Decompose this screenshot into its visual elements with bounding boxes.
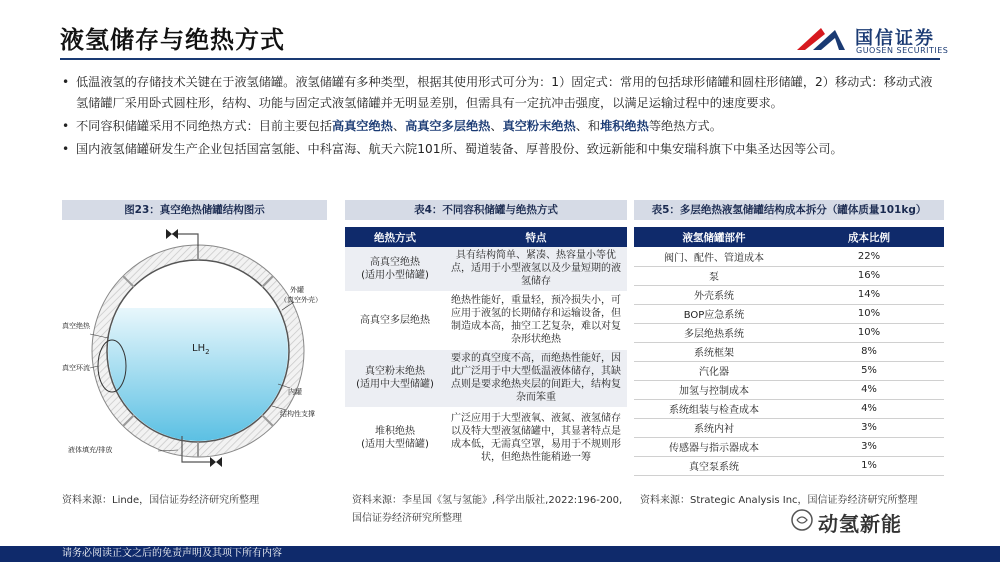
bullet-item (60, 116, 940, 137)
table-row (634, 361, 944, 380)
table5-source: 资料来源：Strategic Analysis Inc，国信证券经济研究所整理 (640, 495, 918, 506)
column-header: 液氢储罐部件 (634, 227, 794, 247)
part-cell: 加氢与控制成本 (634, 380, 794, 399)
method-cell: 高真空绝热 (适用小型储罐) (345, 247, 445, 291)
part-cell: 外壳系统 (634, 285, 794, 304)
highlight-term: 高真空绝热 (331, 119, 393, 133)
feature-cell: 广泛应用于大型液氧、液氮、液氢储存以及特大型液氢储罐中，其显著特点是成本低，无需真空罩，易用于不规则形状，但绝热性能稍逊一筹 (445, 407, 627, 469)
cost-breakdown-table (634, 227, 944, 476)
label-outer: 外罐 (290, 286, 304, 294)
label-inner: 内罐 (288, 388, 302, 396)
watermark-text: 动氢新能 (818, 512, 902, 536)
label-vacuum-insulation: 真空绝热 (62, 322, 90, 330)
part-cell: 系统内衬 (634, 418, 794, 437)
top-valve-icon (166, 229, 178, 239)
feature-cell: 要求的真空度不高，而绝热性能好，因此广泛用于中大型低温液体储存，其缺点则是要求绝热夹层的间距大，结构复杂而笨重 (445, 349, 627, 407)
percent-cell: 8% (794, 342, 944, 361)
table-row (345, 407, 627, 469)
bullet-text: 等绝热方式。 (648, 119, 722, 133)
percent-cell: 22% (794, 247, 944, 266)
figure23-source: 资料来源：Linde，国信证券经济研究所整理 (62, 495, 260, 506)
label-support: 结构性支撑 (280, 410, 315, 418)
table-row (634, 266, 944, 285)
bullet-text: 不同容积储罐采用不同绝热方式：目前主要包括 (76, 119, 332, 133)
percent-cell: 4% (794, 380, 944, 399)
logo-cn-text: 国信证券 (855, 28, 935, 49)
method-cell: 堆积绝热 (适用大型储罐) (345, 407, 445, 469)
percent-cell: 16% (794, 266, 944, 285)
part-cell: 汽化器 (634, 361, 794, 380)
bullet-item (60, 139, 940, 160)
vacuum-tank-diagram (62, 226, 327, 481)
part-cell: 系统组装与检查成本 (634, 399, 794, 418)
label-vacuum-annulus: 真空环流 (62, 364, 90, 372)
bottom-valve-icon (210, 457, 222, 467)
table-row (345, 291, 627, 349)
table-row (634, 380, 944, 399)
percent-cell: 3% (794, 437, 944, 456)
label-lh2: $LH_2$ (192, 343, 210, 356)
bullet-list (60, 72, 940, 162)
highlight-term: 堆积绝热 (600, 119, 649, 133)
part-cell: 多层绝热系统 (634, 323, 794, 342)
guosen-logo (795, 22, 965, 58)
page-title: 液氢储存与绝热方式 (60, 26, 285, 54)
guosen-logo-icon (795, 24, 847, 54)
part-cell: BOP应急系统 (634, 304, 794, 323)
liquid-hydrogen (102, 308, 302, 458)
table-header-row (634, 227, 944, 247)
percent-cell: 10% (794, 304, 944, 323)
table-row (634, 399, 944, 418)
table-row (634, 247, 944, 266)
bullet-text: 国内液氢储罐研发生产企业包括国富氢能、中科富海、航天六院101所、蜀道装备、厚普股份、致远新能和中集安瑞科旗下中集圣达因等公司。 (76, 142, 843, 156)
feature-cell: 具有结构简单、紧凑、热容量小等优点，适用于小型液氢以及少量短期的液氢储存 (445, 247, 627, 291)
feature-cell: 绝热性能好，重量轻，预冷损失小，可应用于液氢的长期储存和运输设备，但制造成本高，抽空工艺复杂，难以对复杂形状绝热 (445, 291, 627, 349)
table-row (634, 437, 944, 456)
column-header: 成本比例 (794, 227, 944, 247)
column-header: 绝热方式 (345, 227, 445, 247)
insulation-table (345, 227, 627, 470)
separator: 、 (392, 119, 406, 133)
title-divider (60, 58, 940, 60)
disclaimer-footer: 请务必阅读正文之后的免责声明及其项下所有内容 (0, 546, 1000, 562)
percent-cell: 3% (794, 418, 944, 437)
table-row (634, 456, 944, 475)
table-row (345, 349, 627, 407)
column-header: 特点 (445, 227, 627, 247)
table-row (634, 342, 944, 361)
bullet-text: 低温液氢的存储技术关键在于液氢储罐。液氢储罐有多种类型，根据其使用形式可分为：1）固定式：常用的包括球形储罐和圆柱形储罐，2）移动式：移动式液氢储罐厂采用卧式圆柱形，结构、功能与固定式液氢储罐并无明显差别，但需具有一定抗冲击强度，以满足运输过程中的速度要求。 (76, 75, 933, 110)
highlight-term: 高真空多层绝热 (405, 119, 491, 133)
table-row (345, 247, 627, 291)
table-row (634, 304, 944, 323)
percent-cell: 1% (794, 456, 944, 475)
part-cell: 泵 (634, 266, 794, 285)
part-cell: 阀门、配件、管道成本 (634, 247, 794, 266)
percent-cell: 5% (794, 361, 944, 380)
highlight-term: 真空粉末绝热 (502, 119, 576, 133)
logo-en-text: GUOSEN SECURITIES (856, 46, 949, 55)
table5-heading: 表5：多层绝热液氢储罐结构成本拆分（罐体质量101kg） (634, 200, 944, 220)
table-header-row (345, 227, 627, 247)
part-cell: 系统框架 (634, 342, 794, 361)
table-row (634, 285, 944, 304)
table-row (634, 323, 944, 342)
figure23-heading: 图23：真空绝热储罐结构图示 (62, 200, 327, 220)
bullet-item (60, 72, 940, 114)
label-outer-sub: （真空外壳） (280, 296, 322, 304)
table4-source: 资料来源：李星国《氢与氢能》,科学出版社,2022:196-200, 国信证券经济研究所整理 (352, 495, 623, 524)
wechat-watermark-icon (790, 508, 814, 532)
label-fill-drain: 液体填充/排放 (68, 446, 113, 454)
method-cell: 真空粉末绝热 (适用中大型储罐) (345, 349, 445, 407)
percent-cell: 10% (794, 323, 944, 342)
table-row (634, 418, 944, 437)
separator: 、和 (575, 119, 601, 133)
part-cell: 传感器与指示器成本 (634, 437, 794, 456)
separator: 、 (490, 119, 503, 133)
method-cell: 高真空多层绝热 (345, 291, 445, 349)
table4-heading: 表4：不同容积储罐与绝热方式 (345, 200, 627, 220)
percent-cell: 4% (794, 399, 944, 418)
percent-cell: 14% (794, 285, 944, 304)
part-cell: 真空泵系统 (634, 456, 794, 475)
